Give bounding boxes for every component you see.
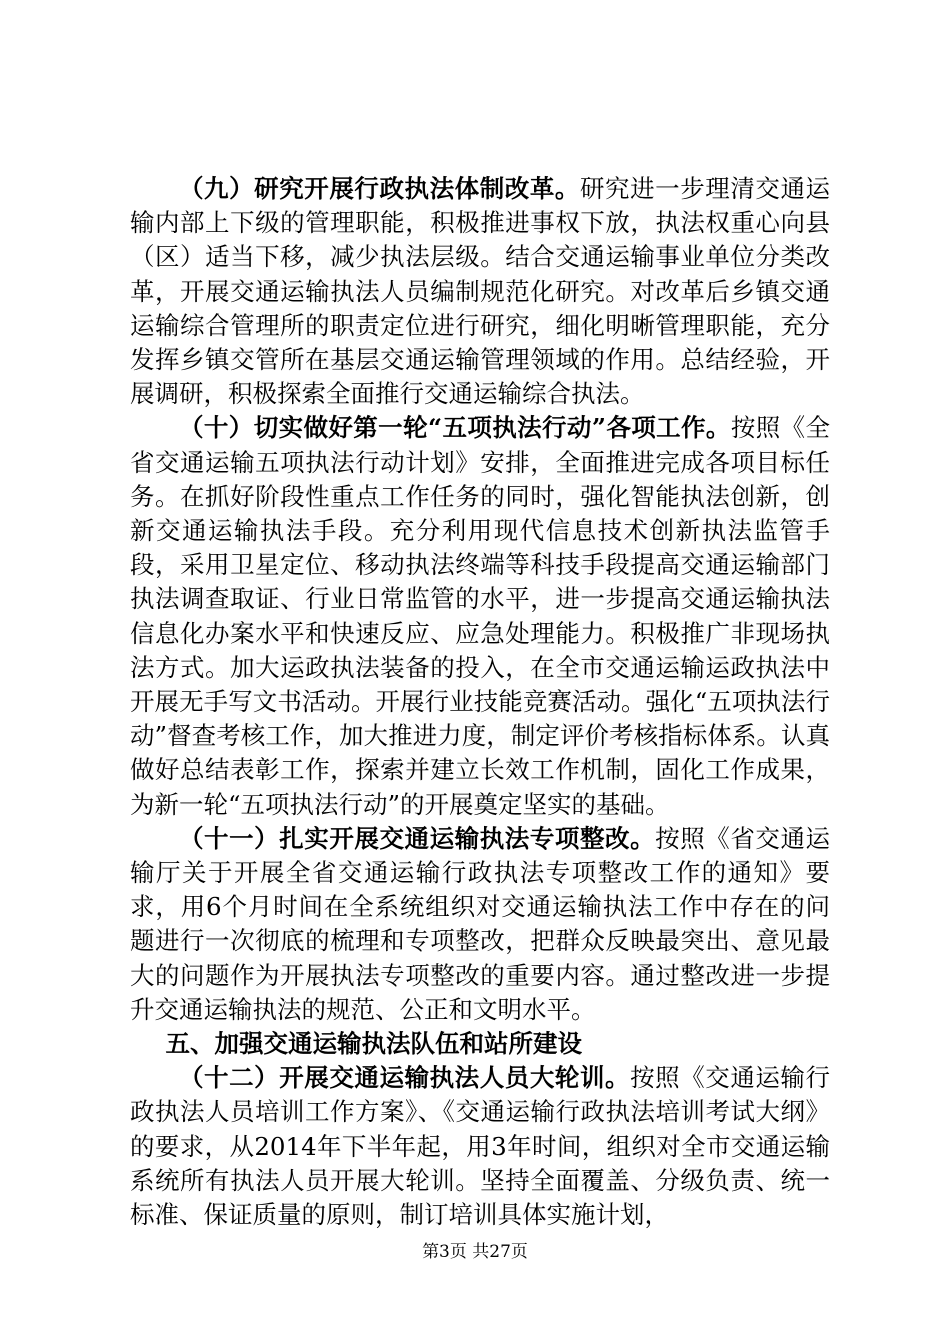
paragraph-9 [130, 172, 830, 411]
paragraph-10-heading: （十）切实做好第一轮“五项执法行动”各项工作。 [179, 413, 731, 443]
document-body [130, 172, 830, 1232]
paragraph-9-heading: （九）研究开展行政执法体制改革。 [179, 174, 580, 203]
paragraph-11-text: 按照《省交通运输厅关于开展全省交通运输行政执法专项整改工作的通知》要求，用6个月时间在全系统组织对交通运输执法工作中存在的问题进行一次彻底的梳理和专项整改，把群众反映最突出、意见最大的问题作为开展执法专项整改的重要内容。通过整改进一步提升交通运输执法的规范、公正和文明水平。 [130, 823, 830, 1024]
section-heading: 五、加强交通运输执法队伍和站所建设 [165, 1029, 583, 1059]
paragraph-11-heading: （十一）扎实开展交通运输执法专项整改。 [179, 823, 656, 853]
paragraph-10-text: 按照《全省交通运输五项执法行动计划》安排，全面推进完成各项目标任务。在抓好阶段性重点工作任务的同时，强化智能执法创新，创新交通运输执法手段。充分利用现代信息技术创新执法监管手段，采用卫星定位、移动执法终端等科技手段提高交通运输部门执法调查取证、行业日常监管的水平，进一步提高交通运输执法信息化办案水平和快速反应、应急处理能力。积极推广非现场执法方式。加大运政执法装备的投入，在全市交通运输运政执法中开展无手写文书活动。开展行业技能竞赛活动。强化“五项执法行动”督查考核工作，加大推进力度，制定评价考核指标体系。认真做好总结表彰工作，探索并建立长效工作机制，固化工作成果，为新一轮“五项执法行动”的开展奠定坚实的基础。 [130, 413, 831, 819]
page-number-footer: 第3页 共27页 [422, 1242, 528, 1262]
paragraph-12-text: 按照《交通运输行政执法人员培训工作方案》、《交通运输行政执法培训考试大纲》的要求，从2014年下半年起，用3年时间，组织对全市交通运输系统所有执法人员开展大轮训。坚持全面覆盖、分级负责、统一标准、保证质量的原则，制订培训具体实施计划， [130, 1063, 830, 1230]
paragraph-12-heading: （十二）开展交通运输执法人员大轮训。 [179, 1063, 631, 1093]
paragraph-12 [130, 1061, 830, 1232]
paragraph-11 [130, 822, 830, 1027]
paragraph-10 [130, 411, 830, 821]
paragraph-9-text: 研究进一步理清交通运输内部上下级的管理职能，积极推进事权下放，执法权重心向县（区）适当下移，减少执法层级。结合交通运输事业单位分类改革，开展交通运输执法人员编制规范化研究。对改革后乡镇交通运输综合管理所的职责定位进行研究，细化明晰管理职能，充分发挥乡镇交管所在基层交通运输管理领域的作用。总结经验，开展调研，积极探索全面推行交通运输综合执法。 [130, 174, 831, 409]
